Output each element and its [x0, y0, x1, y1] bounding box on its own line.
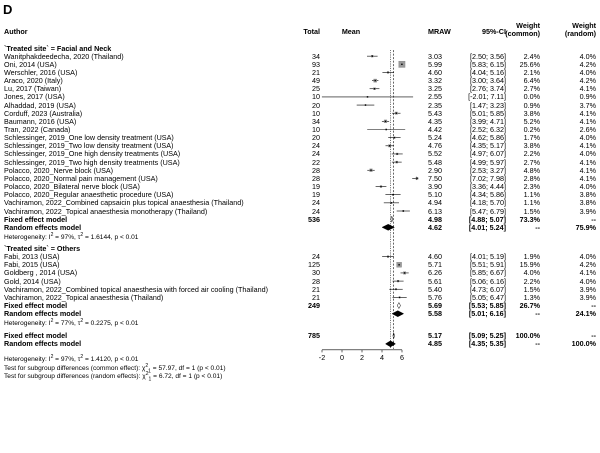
- study-weight-common: 6.4%: [523, 76, 540, 86]
- summary-weight-common: 26.7%: [519, 301, 540, 311]
- study-mraw: 3.90: [428, 182, 442, 192]
- study-total: 28: [312, 276, 320, 286]
- summary-mraw: 5.58: [428, 309, 442, 319]
- point-estimate-dot: [385, 121, 386, 122]
- summary-weight-common: --: [535, 222, 540, 232]
- point-estimate-dot: [398, 264, 399, 265]
- study-weight-random: 4.0%: [579, 182, 596, 192]
- study-mraw: 5.40: [428, 284, 442, 294]
- study-mraw: 3.32: [428, 76, 442, 86]
- study-author: Lu, 2017 (Taiwan): [4, 84, 62, 94]
- study-total: 25: [312, 84, 320, 94]
- study-mraw: 2.55: [428, 92, 442, 102]
- study-mraw: 5.71: [428, 260, 442, 270]
- study-author: Baumann, 2016 (USA): [4, 116, 77, 126]
- study-weight-random: 0.9%: [579, 92, 596, 102]
- summary-ci: [5.09; 5.25]: [468, 331, 506, 341]
- summary-weight-random: 75.9%: [575, 222, 596, 232]
- study-mraw: 2.90: [428, 165, 442, 175]
- study-ci: [4.34; 5.86]: [470, 190, 506, 200]
- x-tick-label: 4: [380, 353, 384, 363]
- study-mraw: 5.43: [428, 108, 442, 118]
- study-ci: [7.02; 7.98]: [470, 173, 506, 183]
- study-weight-common: 15.9%: [519, 260, 540, 270]
- study-author: Jones, 2017 (USA): [4, 92, 65, 102]
- study-weight-random: 3.9%: [579, 292, 596, 302]
- study-weight-common: 0.0%: [523, 92, 540, 102]
- study-weight-common: 2.8%: [523, 173, 540, 183]
- study-mraw: 4.94: [428, 198, 442, 208]
- study-author: Araco, 2020 (Italy): [4, 76, 63, 86]
- study-ci: [5.47; 6.79]: [470, 206, 506, 216]
- point-estimate-dot: [365, 104, 366, 105]
- study-total: 22: [312, 157, 320, 167]
- point-estimate-dot: [395, 289, 396, 290]
- point-estimate-dot: [387, 256, 388, 257]
- point-estimate-dot: [367, 96, 368, 97]
- study-total: 93: [312, 59, 320, 69]
- study-weight-common: 1.5%: [523, 206, 540, 216]
- study-weight-common: 2.2%: [523, 276, 540, 286]
- study-total: 24: [312, 252, 320, 262]
- point-estimate-dot: [403, 210, 404, 211]
- point-estimate-dot: [401, 64, 402, 65]
- study-weight-common: 1.1%: [523, 190, 540, 200]
- study-mraw: 4.42: [428, 125, 442, 134]
- heterogeneity-text: Heterogeneity: $I^2 = 97\%$, $\tau^2 = 1.6144$, p < 0.01: [4, 231, 139, 242]
- point-estimate-dot: [397, 153, 398, 154]
- summary-ci: [4.35; 5.35]: [468, 339, 506, 349]
- study-ci: [4.01; 5.19]: [470, 252, 506, 262]
- study-author: Alhaddad, 2019 (USA): [4, 100, 76, 110]
- summary-weight-random: --: [591, 214, 596, 224]
- study-mraw: 4.35: [428, 116, 442, 126]
- study-weight-common: 1.3%: [523, 292, 540, 302]
- study-ci: [4.97; 6.07]: [470, 149, 506, 159]
- study-ci: [2.50; 3.56]: [470, 51, 506, 61]
- study-total: 24: [312, 149, 320, 159]
- study-weight-random: 4.0%: [579, 67, 596, 77]
- summary-label: Random effects model: [4, 222, 82, 232]
- x-tick-label: 0: [340, 353, 344, 363]
- study-weight-common: 2.2%: [523, 149, 540, 159]
- summary-label: Fixed effect model: [4, 301, 68, 311]
- study-ci: [2.76; 3.74]: [470, 84, 506, 94]
- point-estimate-dot: [404, 272, 405, 273]
- summary-ci: [5.01; 6.16]: [468, 309, 506, 319]
- study-weight-common: 4.0%: [523, 268, 540, 278]
- study-author: Polacco, 2020_Nerve block (USA): [4, 165, 114, 175]
- study-weight-common: 3.8%: [523, 108, 540, 118]
- study-mraw: 5.10: [428, 190, 442, 200]
- summary-ci: [5.53; 5.85]: [468, 301, 506, 311]
- summary-weight-random: 24.1%: [575, 309, 596, 319]
- study-weight-random: 4.1%: [579, 157, 596, 167]
- study-author: Tran, 2022 (Canada): [4, 125, 71, 134]
- summary-weight-random: --: [591, 331, 596, 341]
- study-ci: [5.05; 6.47]: [470, 292, 506, 302]
- study-author: Polacco, 2020_Regular anaesthetic procedure (USA): [4, 190, 174, 200]
- study-weight-common: 1.5%: [523, 284, 540, 294]
- summary-weight-common: --: [535, 339, 540, 349]
- study-weight-random: 3.8%: [579, 198, 596, 208]
- study-mraw: 4.60: [428, 67, 442, 77]
- study-ci: [4.73; 6.07]: [470, 284, 506, 294]
- study-author: Schlessinger, 2019_Two high density treatments (USA): [4, 157, 180, 167]
- summary-diamond: [382, 224, 394, 230]
- study-ci: [3.00; 3.64]: [470, 76, 506, 86]
- header-weight-common: Weight: [516, 20, 540, 30]
- study-author: Vachiramon, 2022_Combined topical anaesthesia with forced air cooling (Thailand): [4, 284, 268, 294]
- study-total: 34: [312, 116, 320, 126]
- study-total: 21: [312, 292, 320, 302]
- study-ci: [3.36; 4.44]: [470, 182, 506, 192]
- study-weight-common: 0.9%: [523, 100, 540, 110]
- study-mraw: 5.76: [428, 292, 442, 302]
- study-ci: [1.47; 3.23]: [470, 100, 506, 110]
- study-mraw: 5.24: [428, 133, 442, 143]
- study-ci: [5.51; 5.91]: [470, 260, 506, 270]
- study-total: 24: [312, 206, 320, 216]
- study-total: 49: [312, 76, 320, 86]
- footer-test-text: Test for subgroup differences (common effect): $\chi^2_1 = 57.97$, df = 1 (p < 0.01): [4, 362, 226, 375]
- summary-total: 785: [308, 331, 320, 341]
- study-ci: [3.99; 4.71]: [470, 116, 506, 126]
- study-total: 10: [312, 92, 320, 102]
- study-weight-random: 3.9%: [579, 206, 596, 216]
- study-weight-random: 4.0%: [579, 276, 596, 286]
- study-author: Oni, 2014 (USA): [4, 59, 57, 69]
- study-weight-random: 4.2%: [579, 59, 596, 69]
- study-ci: [5.06; 6.16]: [470, 276, 506, 286]
- study-author: Gold, 2014 (USA): [4, 276, 61, 286]
- study-weight-common: 3.8%: [523, 141, 540, 151]
- header-mean: Mean: [341, 26, 361, 36]
- study-mraw: 6.26: [428, 268, 442, 278]
- point-estimate-dot: [387, 72, 388, 73]
- study-total: 20: [312, 100, 320, 110]
- summary-label: Random effects model: [4, 309, 82, 319]
- study-weight-random: 3.8%: [579, 190, 596, 200]
- summary-mraw: 5.17: [428, 331, 442, 341]
- study-author: Schlessinger, 2019_One low density treatment (USA): [4, 133, 174, 143]
- study-author: Fabi, 2013 (USA): [4, 252, 60, 262]
- header-mraw: MRAW: [428, 26, 451, 36]
- summary-label: Fixed effect model: [4, 331, 68, 341]
- point-estimate-dot: [374, 88, 375, 89]
- study-weight-random: 4.1%: [579, 268, 596, 278]
- study-mraw: 3.25: [428, 84, 442, 94]
- study-total: 28: [312, 173, 320, 183]
- study-weight-random: 3.9%: [579, 284, 596, 294]
- study-mraw: 4.60: [428, 252, 442, 262]
- summary-weight-random: --: [591, 301, 596, 311]
- study-author: Vachiramon, 2022_Topical anaesthesia monotherapy (Thailand): [4, 206, 208, 216]
- study-total: 28: [312, 165, 320, 175]
- study-total: 19: [312, 190, 320, 200]
- study-weight-random: 3.7%: [579, 100, 596, 110]
- study-total: 10: [312, 125, 320, 134]
- study-author: Polacco, 2020_Bilateral nerve block (USA): [4, 182, 140, 192]
- header-ci: 95%-CI: [482, 26, 506, 36]
- subgroup-title: `Treated site` = Facial and Neck: [4, 43, 112, 53]
- heterogeneity-text: Heterogeneity: $I^2 = 77\%$, $\tau^2 = 0.2275$, p < 0.01: [4, 318, 139, 328]
- summary-diamond: [397, 303, 400, 309]
- study-author: Goldberg , 2014 (USA): [4, 268, 78, 278]
- point-estimate-dot: [372, 55, 373, 56]
- study-total: 30: [312, 268, 320, 278]
- summary-mraw: 4.98: [428, 214, 442, 224]
- study-mraw: 2.35: [428, 100, 442, 110]
- study-weight-common: 2.7%: [523, 157, 540, 167]
- study-weight-common: 2.3%: [523, 182, 540, 192]
- study-author: Vachiramon, 2022_Combined capsaicin plus topical anaesthesia (Thailand): [4, 198, 244, 208]
- summary-mraw: 4.62: [428, 222, 442, 232]
- x-tick-label: 6: [400, 353, 404, 363]
- x-tick-label: -2: [318, 353, 326, 363]
- footer-test-text: Test for subgroup differences (random effects): $\chi^2_1 = 6.72$, df = 1 (p < 0.01): [4, 371, 223, 383]
- study-weight-random: 4.0%: [579, 51, 596, 61]
- point-estimate-dot: [380, 186, 381, 187]
- study-ci: [4.35; 5.17]: [470, 141, 506, 151]
- summary-mraw: 5.69: [428, 301, 442, 311]
- study-weight-common: 0.2%: [523, 125, 540, 134]
- point-estimate-dot: [396, 161, 397, 162]
- study-weight-common: 2.4%: [523, 51, 540, 61]
- header-weight-random: (random): [564, 28, 596, 38]
- study-total: 125: [308, 260, 320, 270]
- study-total: 20: [312, 133, 320, 143]
- point-estimate-dot: [399, 297, 400, 298]
- study-ci: [2.52; 6.32]: [470, 125, 506, 134]
- summary-weight-random: 100.0%: [571, 339, 596, 349]
- study-mraw: 5.48: [428, 157, 442, 167]
- study-mraw: 5.52: [428, 149, 442, 159]
- study-author: Vachiramon, 2022_Topical anaesthesia (Thailand): [4, 292, 164, 302]
- study-weight-random: 4.0%: [579, 133, 596, 143]
- study-weight-common: 1.1%: [523, 198, 540, 208]
- x-tick-label: 2: [360, 353, 364, 363]
- study-author: Schlessinger, 2019_One high density treatments (USA): [4, 149, 181, 159]
- summary-label: Random effects model: [4, 339, 82, 349]
- study-weight-common: 4.8%: [523, 165, 540, 175]
- study-mraw: 6.13: [428, 206, 442, 216]
- summary-ci: [4.88; 5.07]: [468, 214, 506, 224]
- study-weight-random: 4.0%: [579, 252, 596, 262]
- study-author: Fabi, 2015 (USA): [4, 260, 60, 270]
- study-ci: [5.85; 6.67]: [470, 268, 506, 278]
- subgroup-title: `Treated site` = Others: [4, 243, 81, 253]
- study-mraw: 7.50: [428, 173, 442, 183]
- header-weight-random: Weight: [572, 20, 596, 30]
- study-weight-random: 4.2%: [579, 260, 596, 270]
- study-author: Werschler, 2016 (USA): [4, 67, 78, 77]
- study-ci: [4.62; 5.86]: [470, 133, 506, 143]
- footer-test-text: Heterogeneity: $I^2 = 97\%$, $\tau^2 = 1.4120$, p < 0.01: [4, 354, 139, 364]
- study-weight-common: 1.7%: [523, 133, 540, 143]
- summary-total: 536: [308, 214, 320, 224]
- study-ci: [5.83; 6.15]: [470, 59, 506, 69]
- summary-label: Fixed effect model: [4, 214, 68, 224]
- study-weight-random: 4.1%: [579, 165, 596, 175]
- panel-label: D: [3, 2, 13, 17]
- study-weight-common: 2.1%: [523, 67, 540, 77]
- study-weight-random: 4.1%: [579, 84, 596, 94]
- summary-diamond: [391, 216, 393, 222]
- header-weight-common: (common): [505, 28, 540, 38]
- point-estimate-dot: [375, 80, 376, 81]
- study-weight-random: 2.6%: [579, 125, 596, 134]
- study-author: Corduff, 2023 (Australia): [4, 108, 83, 118]
- header-total: Total: [303, 26, 320, 36]
- study-weight-random: 4.0%: [579, 149, 596, 159]
- summary-total: 249: [308, 301, 320, 311]
- study-mraw: 4.76: [428, 141, 442, 151]
- study-mraw: 5.99: [428, 59, 442, 69]
- point-estimate-dot: [396, 113, 397, 114]
- study-weight-common: 1.9%: [523, 252, 540, 262]
- study-weight-common: 5.2%: [523, 116, 540, 126]
- study-author: Wanitphakdeedecha, 2020 (Thailand): [4, 51, 124, 61]
- summary-weight-common: --: [535, 309, 540, 319]
- point-estimate-dot: [370, 170, 371, 171]
- study-ci: [5.01; 5.85]: [470, 108, 506, 118]
- study-mraw: 5.61: [428, 276, 442, 286]
- study-total: 10: [312, 108, 320, 118]
- study-total: 19: [312, 182, 320, 192]
- study-weight-random: 4.2%: [579, 76, 596, 86]
- point-estimate-dot: [397, 280, 398, 281]
- point-estimate-dot: [389, 145, 390, 146]
- summary-weight-common: 73.3%: [519, 214, 540, 224]
- study-author: Schlessinger, 2019_Two low density treatment (USA): [4, 141, 174, 151]
- point-estimate-dot: [391, 202, 392, 203]
- study-total: 34: [312, 51, 320, 61]
- study-weight-common: 25.6%: [519, 59, 540, 69]
- study-weight-random: 4.1%: [579, 108, 596, 118]
- study-total: 24: [312, 141, 320, 151]
- study-ci: [4.99; 5.97]: [470, 157, 506, 167]
- study-weight-random: 4.1%: [579, 141, 596, 151]
- study-total: 21: [312, 284, 320, 294]
- study-author: Polacco, 2020_Normal pain management (USA): [4, 173, 158, 183]
- study-weight-common: 2.7%: [523, 84, 540, 94]
- study-mraw: 3.03: [428, 51, 442, 61]
- study-ci: [-2.01; 7.11]: [468, 92, 506, 102]
- study-ci: [2.53; 3.27]: [470, 165, 506, 175]
- study-total: 21: [312, 67, 320, 77]
- header-author: Author: [4, 26, 28, 36]
- summary-ci: [4.01; 5.24]: [468, 222, 506, 232]
- study-weight-random: 4.1%: [579, 173, 596, 183]
- summary-weight-common: 100.0%: [515, 331, 540, 341]
- point-estimate-dot: [386, 129, 387, 130]
- study-weight-random: 4.1%: [579, 116, 596, 126]
- study-total: 24: [312, 198, 320, 208]
- point-estimate-dot: [416, 178, 417, 179]
- summary-mraw: 4.85: [428, 339, 442, 349]
- study-ci: [4.04; 5.16]: [470, 67, 506, 77]
- study-ci: [4.18; 5.70]: [470, 198, 506, 208]
